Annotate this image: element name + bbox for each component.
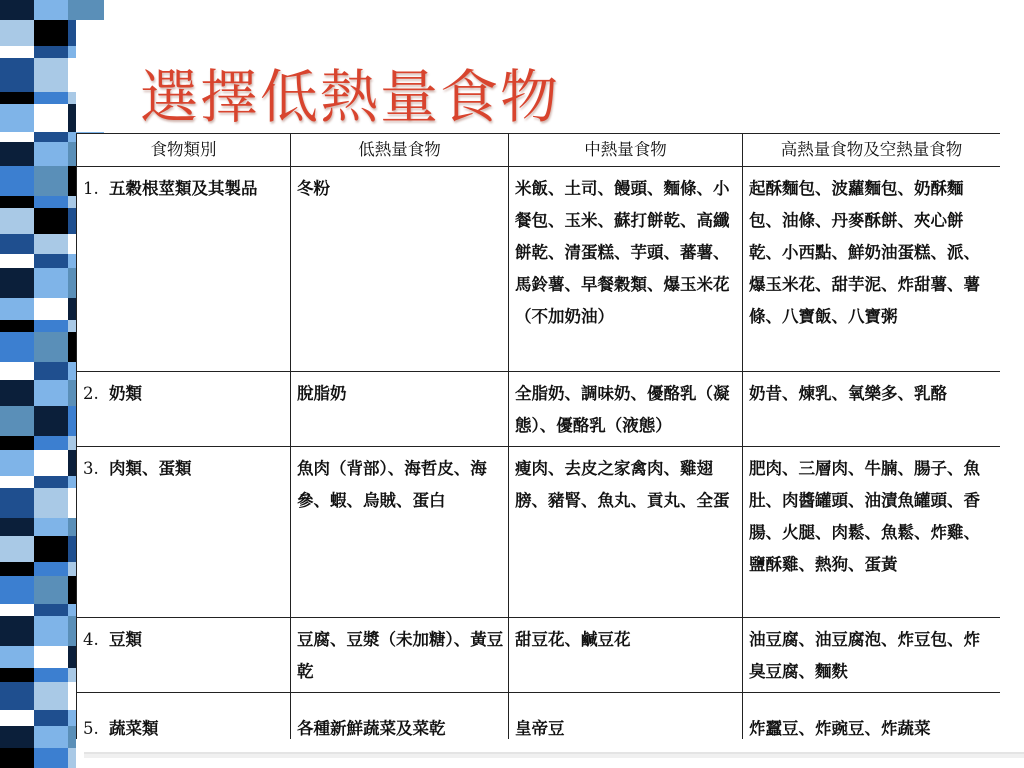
stripe-segment	[68, 20, 76, 46]
stripe-segment	[34, 254, 68, 268]
stripe-segment	[34, 518, 68, 536]
stripe-segment	[34, 710, 68, 726]
stripe-segment	[0, 436, 34, 450]
stripe-segment	[0, 476, 34, 488]
bottom-divider-shadow	[84, 754, 1024, 758]
stripe-segment	[0, 450, 34, 476]
stripe-segment	[34, 646, 68, 668]
cell-high: 肥肉、三層肉、牛腩、腸子、魚肚、肉醬罐頭、油漬魚罐頭、香腸、火腿、肉鬆、魚鬆、炸雞、鹽酥雞、熱狗、蛋黃	[743, 447, 1001, 618]
row-number: 4.	[83, 630, 99, 649]
cell-high: 炸蠶豆、炸豌豆、炸蔬菜	[743, 693, 1001, 740]
stripe-segment	[34, 92, 68, 104]
stripe-segment	[34, 46, 68, 58]
stripe-segment	[34, 488, 68, 518]
cell-category	[77, 693, 291, 740]
stripe-segment	[0, 92, 34, 104]
stripe-segment	[0, 46, 34, 58]
stripe-segment	[68, 748, 76, 768]
stripe-segment	[0, 726, 34, 748]
stripe-segment	[0, 208, 34, 234]
stripe-segment	[0, 562, 34, 576]
stripe-segment	[34, 668, 68, 682]
stripe-segment	[0, 646, 34, 668]
stripe-segment	[0, 268, 34, 298]
cell-high: 油豆腐、油豆腐泡、炸豆包、炸臭豆腐、麵麩	[743, 618, 1001, 693]
cell-low: 脫脂奶	[291, 372, 509, 447]
cell-category	[77, 167, 291, 372]
cell-medium: 皇帝豆	[509, 693, 743, 740]
stripe-segment	[68, 332, 76, 362]
stripe-segment	[68, 92, 76, 104]
food-calorie-table	[76, 133, 1000, 739]
stripe-segment	[34, 362, 68, 380]
stripe-segment	[0, 576, 34, 604]
stripe-segment	[34, 332, 68, 362]
stripe-segment	[34, 298, 68, 320]
stripe-segment	[68, 476, 76, 488]
cell-category	[77, 618, 291, 693]
stripe-segment	[34, 380, 68, 406]
food-table-container	[76, 133, 1000, 739]
table-row-beans	[77, 618, 1001, 693]
stripe-segment	[68, 682, 76, 710]
cell-category	[77, 447, 291, 618]
stripe-segment	[34, 406, 68, 436]
stripe-segment	[68, 208, 76, 234]
stripe-segment	[34, 268, 68, 298]
stripe-segment	[68, 142, 76, 166]
stripe-segment	[0, 254, 34, 268]
row-number: 1.	[83, 179, 99, 198]
stripe-segment	[0, 234, 34, 254]
stripe-segment	[68, 562, 76, 576]
stripe-segment	[34, 196, 68, 208]
stripe-segment	[0, 0, 34, 20]
row-number: 2.	[83, 384, 99, 403]
table-row-vegetables	[77, 693, 1001, 740]
stripe-segment	[34, 132, 68, 142]
stripe-segment	[34, 450, 68, 476]
category-label: 肉類、蛋類	[109, 459, 192, 478]
stripe-segment	[0, 682, 34, 710]
cell-low: 冬粉	[291, 167, 509, 372]
stripe-segment	[34, 142, 68, 166]
header-low-calorie: 低熱量食物	[291, 134, 509, 167]
stripe-segment	[68, 298, 76, 320]
stripe-segment	[0, 166, 34, 196]
stripe-segment	[0, 298, 34, 320]
cell-medium: 米飯、土司、饅頭、麵條、小餐包、玉米、蘇打餅乾、高纖餅乾、清蛋糕、芋頭、蕃薯、馬鈴薯、早餐穀類、爆玉米花（不加奶油）	[509, 167, 743, 372]
category-label: 豆類	[109, 630, 142, 649]
stripe-segment	[0, 132, 34, 142]
stripe-segment	[0, 332, 34, 362]
stripe-segment	[34, 0, 68, 20]
cell-high: 起酥麵包、波蘿麵包、奶酥麵包、油條、丹麥酥餅、夾心餅乾、小西點、鮮奶油蛋糕、派、爆玉米花、甜芋泥、炸甜薯、薯條、八寶飯、八寶粥	[743, 167, 1001, 372]
stripe-segment	[68, 536, 76, 562]
stripe-segment	[34, 726, 68, 748]
stripe-segment	[34, 748, 68, 768]
stripe-segment	[0, 20, 34, 46]
stripe-segment	[68, 668, 76, 682]
stripe-segment	[0, 748, 34, 768]
row-number: 3.	[83, 459, 99, 478]
stripe-segment	[0, 104, 34, 132]
stripe-segment	[68, 0, 104, 20]
stripe-segment	[68, 268, 76, 298]
cell-medium: 甜豆花、鹹豆花	[509, 618, 743, 693]
stripe-segment	[34, 682, 68, 710]
stripe-segment	[34, 20, 68, 46]
stripe-segment	[34, 436, 68, 450]
header-medium-calorie: 中熱量食物	[509, 134, 743, 167]
stripe-segment	[34, 536, 68, 562]
stripe-segment	[0, 616, 34, 646]
stripe-segment	[0, 710, 34, 726]
stripe-segment	[68, 726, 76, 748]
stripe-segment	[0, 380, 34, 406]
stripe-segment	[34, 616, 68, 646]
stripe-segment	[68, 234, 76, 254]
stripe-segment	[34, 320, 68, 332]
stripe-segment	[68, 362, 76, 380]
category-label: 蔬菜類	[109, 719, 159, 738]
cell-medium: 全脂奶、調味奶、優酪乳（凝態）、優酪乳（液態）	[509, 372, 743, 447]
cell-high: 奶昔、煉乳、氧樂多、乳酪	[743, 372, 1001, 447]
stripe-segment	[68, 166, 76, 196]
cell-category	[77, 372, 291, 447]
stripe-segment	[68, 58, 104, 92]
stripe-segment	[68, 406, 76, 436]
stripe-segment	[0, 488, 34, 518]
category-label: 五穀根莖類及其製品	[109, 179, 258, 198]
stripe-segment	[34, 166, 68, 196]
stripe-segment	[34, 562, 68, 576]
table-row-meat-eggs	[77, 447, 1001, 618]
cell-medium: 瘦肉、去皮之家禽肉、雞翅膀、豬腎、魚丸、貢丸、全蛋	[509, 447, 743, 618]
table-header-row	[77, 134, 1001, 167]
stripe-segment	[0, 58, 34, 92]
stripe-segment	[0, 536, 34, 562]
stripe-segment	[34, 234, 68, 254]
stripe-segment	[34, 208, 68, 234]
header-high-calorie: 高熱量食物及空熱量食物	[743, 134, 1001, 167]
stripe-segment	[34, 476, 68, 488]
cell-low: 魚肉（背部）、海哲皮、海參、蝦、烏賊、蛋白	[291, 447, 509, 618]
header-category: 食物類別	[77, 134, 291, 167]
stripe-segment	[68, 488, 76, 518]
stripe-segment	[0, 196, 34, 208]
table-row-grains	[77, 167, 1001, 372]
stripe-segment	[34, 104, 68, 132]
row-number: 5.	[83, 719, 99, 738]
category-label: 奶類	[109, 384, 142, 403]
stripe-segment	[0, 518, 34, 536]
cell-low: 豆腐、豆漿（未加糖）、黃豆乾	[291, 618, 509, 693]
stripe-segment	[34, 576, 68, 604]
slide-title: 選擇低熱量食物	[140, 63, 561, 131]
stripe-segment	[0, 362, 34, 380]
stripe-segment	[34, 604, 68, 616]
stripe-segment	[68, 104, 76, 132]
stripe-segment	[68, 616, 76, 646]
cell-low: 各種新鮮蔬菜及菜乾	[291, 693, 509, 740]
stripe-segment	[68, 436, 76, 450]
stripe-segment	[0, 320, 34, 332]
stripe-segment	[0, 668, 34, 682]
stripe-segment	[68, 604, 76, 616]
stripe-segment	[34, 58, 68, 92]
stripe-segment	[0, 604, 34, 616]
stripe-segment	[0, 406, 34, 436]
table-row-dairy	[77, 372, 1001, 447]
stripe-segment	[68, 46, 76, 58]
stripe-segment	[0, 142, 34, 166]
